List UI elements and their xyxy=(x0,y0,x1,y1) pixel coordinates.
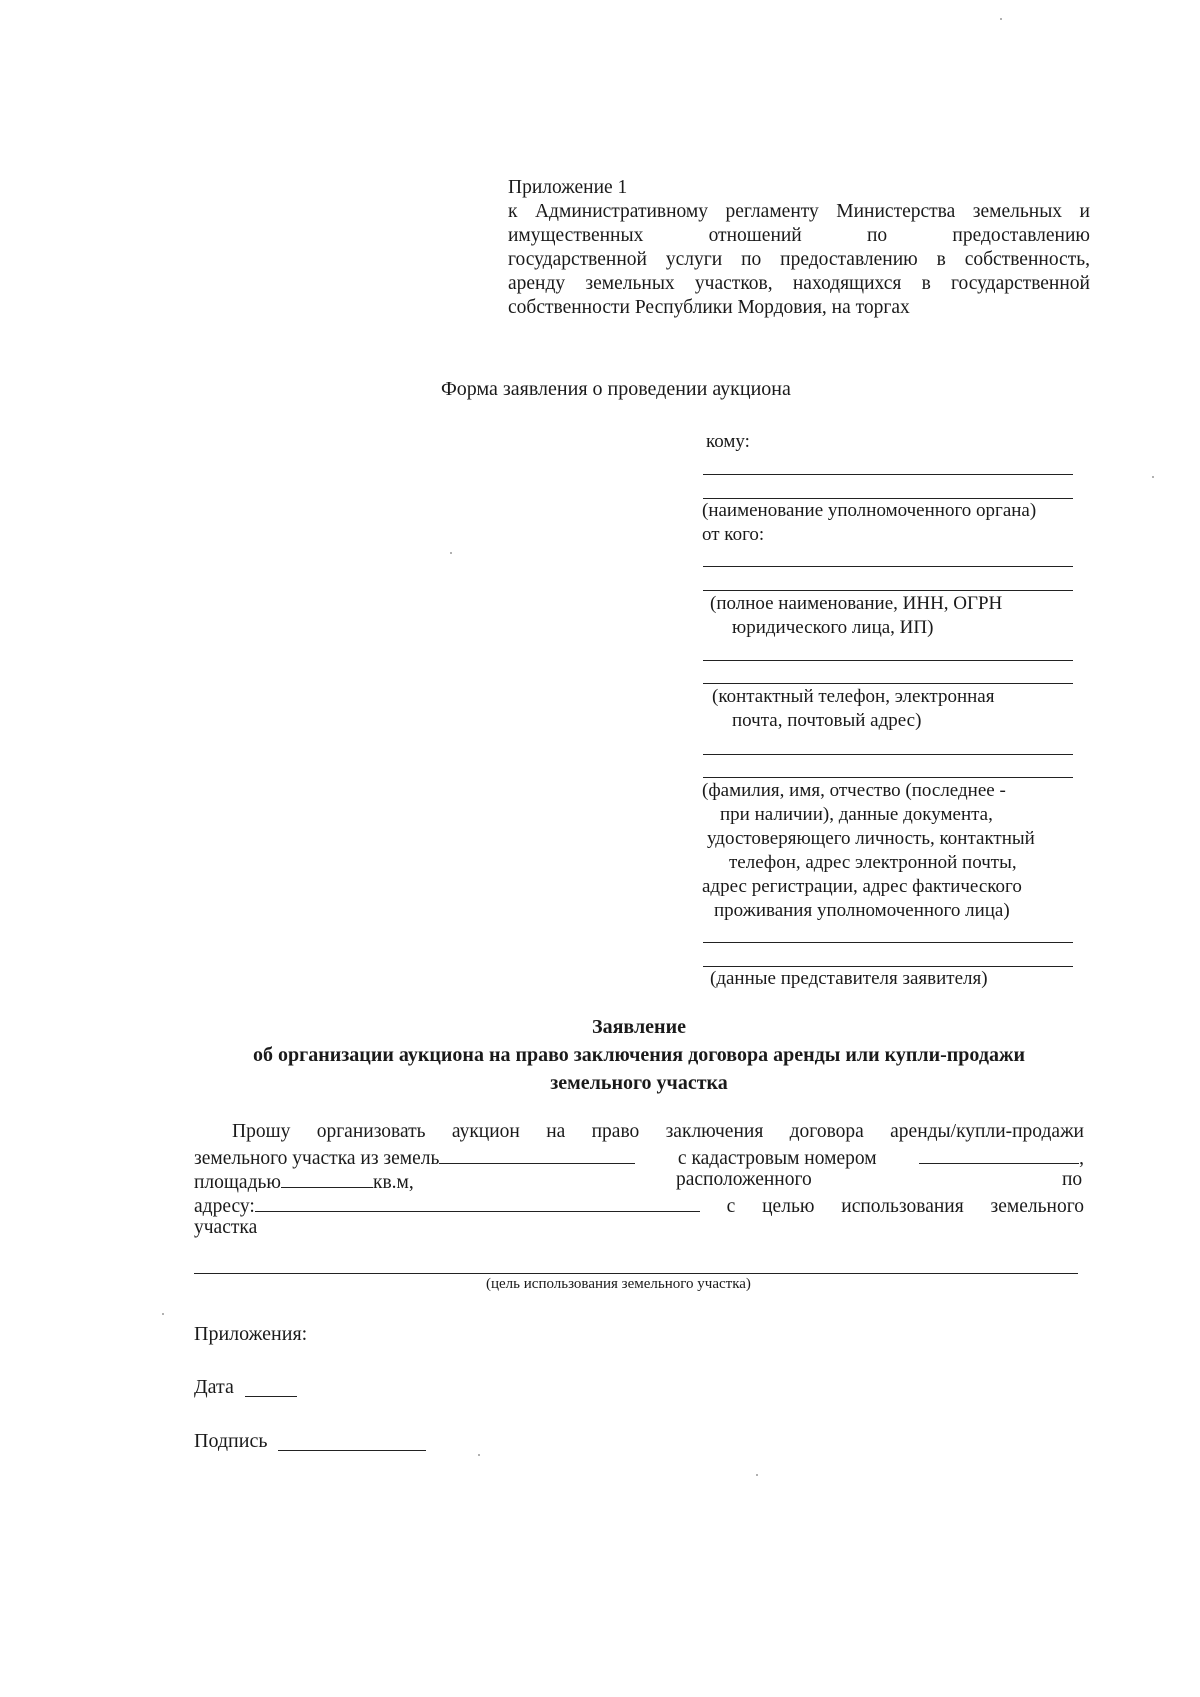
appendix-text-line: аренду земельных участков, находящихся в государственной xyxy=(508,273,1090,294)
comma: , xyxy=(1079,1148,1084,1169)
area-unit: кв.м, xyxy=(372,1172,414,1193)
appendix-text-line: имущественных отношений по предоставлению xyxy=(508,225,1090,246)
area-label: площадью xyxy=(194,1172,281,1193)
cadastral-label: с кадастровым номером xyxy=(677,1148,877,1169)
scan-speck xyxy=(478,1454,480,1456)
contact-line-2[interactable] xyxy=(703,683,1073,684)
address-label: адресу: xyxy=(194,1196,255,1217)
from-label: от кого: xyxy=(702,524,765,545)
body-word: с xyxy=(726,1196,736,1217)
located-label: расположенного xyxy=(676,1169,812,1190)
body-line-5: участка xyxy=(194,1217,258,1238)
body-word: организовать xyxy=(316,1121,426,1142)
at-label: по xyxy=(1062,1169,1083,1190)
contact-caption: (контактный телефон, электронная xyxy=(712,686,995,707)
date-field[interactable] xyxy=(245,1396,297,1397)
scan-speck xyxy=(1152,476,1154,478)
body-line-1 xyxy=(232,1121,1084,1143)
attachments-label: Приложения: xyxy=(194,1323,308,1345)
statement-title: Заявление xyxy=(592,1016,686,1038)
person-caption: проживания уполномоченного лица) xyxy=(714,900,1010,921)
scan-speck xyxy=(162,1313,164,1315)
rep-line-1[interactable] xyxy=(703,942,1073,943)
person-caption: адрес регистрации, адрес фактического xyxy=(702,876,1022,897)
signature-label: Подпись xyxy=(194,1430,268,1452)
date-label: Дата xyxy=(194,1376,234,1398)
body-line-4 xyxy=(194,1193,1084,1218)
statement-subtitle: об организации аукциона на право заключения договора аренды или купли-продажи xyxy=(253,1044,1025,1066)
body-line-2 xyxy=(194,1145,1084,1170)
signature-field[interactable] xyxy=(278,1450,426,1451)
person-caption: при наличии), данные документа, xyxy=(720,804,993,825)
address-field[interactable] xyxy=(255,1193,700,1212)
body-word: использования xyxy=(841,1196,964,1217)
rep-caption: (данные представителя заявителя) xyxy=(710,968,988,989)
body-word: право xyxy=(591,1121,640,1142)
from-line-1[interactable] xyxy=(703,566,1073,567)
to-caption: (наименование уполномоченного органа) xyxy=(702,500,1037,521)
scan-speck xyxy=(756,1474,758,1476)
statement-subtitle: земельного участка xyxy=(550,1072,728,1094)
person-caption: удостоверяющего личность, контактный xyxy=(707,828,1035,849)
appendix-header xyxy=(508,176,1090,320)
scan-speck xyxy=(1000,18,1002,20)
body-word: земельного xyxy=(990,1196,1084,1217)
body-word: аренды/купли-продажи xyxy=(890,1121,1084,1142)
to-line-2[interactable] xyxy=(703,498,1073,499)
person-caption: телефон, адрес электронной почты, xyxy=(729,852,1017,873)
body-word: заключения xyxy=(665,1121,764,1142)
scan-speck xyxy=(450,552,452,554)
to-label: кому: xyxy=(706,431,750,452)
appendix-text-line: собственности Республики Мордовия, на торгах xyxy=(508,297,910,318)
body-word: Прошу xyxy=(232,1121,291,1142)
body-word: на xyxy=(546,1121,566,1142)
area-field[interactable] xyxy=(281,1169,373,1188)
appendix-text-line: государственной услуги по предоставлению в собственность, xyxy=(508,249,1090,270)
from-line-2[interactable] xyxy=(703,590,1073,591)
entity-caption: юридического лица, ИП) xyxy=(732,617,934,638)
signature-row xyxy=(194,1430,267,1453)
entity-caption: (полное наименование, ИНН, ОГРН xyxy=(710,593,1003,614)
person-caption: (фамилия, имя, отчество (последнее - xyxy=(702,780,1006,801)
contact-line-1[interactable] xyxy=(703,660,1073,661)
person-line-2[interactable] xyxy=(703,777,1073,778)
form-title: Форма заявления о проведении аукциона xyxy=(441,378,791,400)
appendix-number: Приложение 1 xyxy=(508,177,628,198)
date-row xyxy=(194,1376,234,1399)
body-line-3 xyxy=(194,1169,414,1194)
body-word: договора xyxy=(789,1121,864,1142)
rep-line-2[interactable] xyxy=(703,966,1073,967)
purpose-caption: (цель использования земельного участка) xyxy=(486,1276,751,1292)
body-word: аукцион xyxy=(451,1121,520,1142)
appendix-text-line: к Административному регламенту Министерства земельных и xyxy=(508,201,1090,222)
cadastral-number-field[interactable] xyxy=(919,1145,1079,1164)
person-line-1[interactable] xyxy=(703,754,1073,755)
to-line-1[interactable] xyxy=(703,474,1073,475)
contact-caption: почта, почтовый адрес) xyxy=(732,710,922,731)
lands-label: земельного участка из земель xyxy=(194,1148,440,1169)
body-word: целью xyxy=(762,1196,815,1217)
lands-category-field[interactable] xyxy=(439,1145,635,1164)
purpose-field[interactable] xyxy=(194,1273,1078,1274)
